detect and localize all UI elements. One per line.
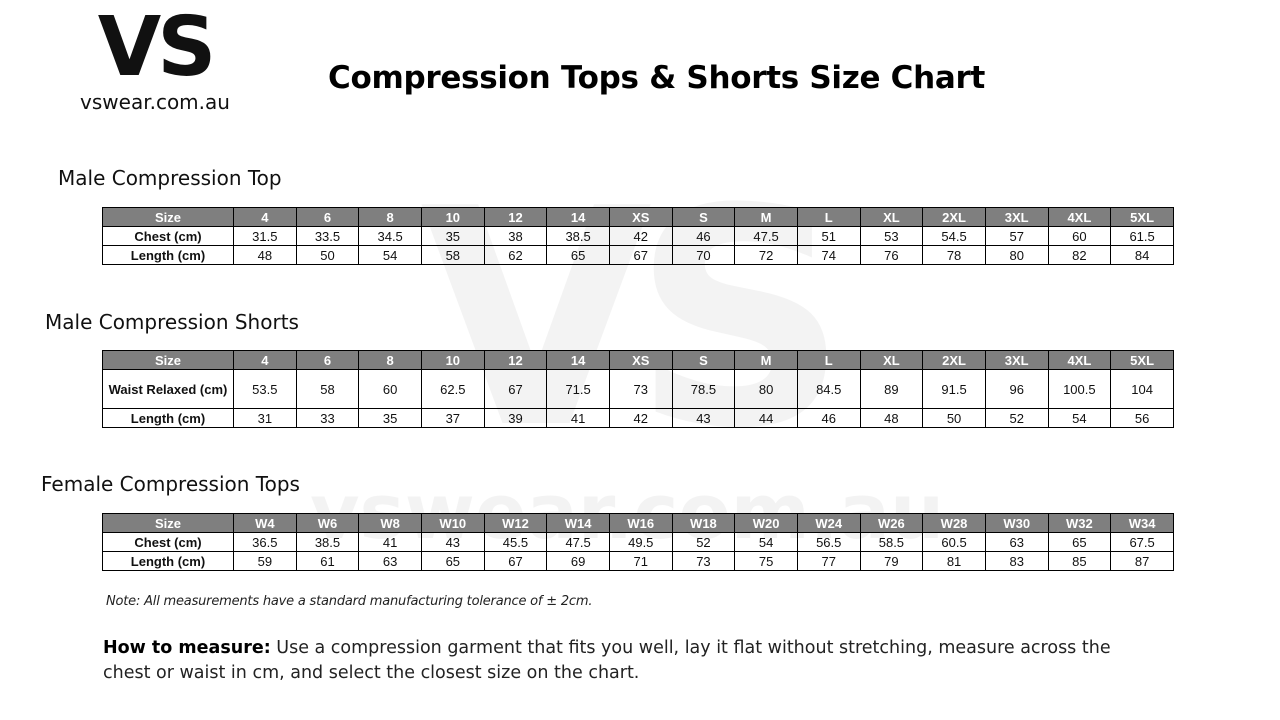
- table-header-cell: W16: [609, 514, 672, 533]
- table-header-cell: Size: [103, 514, 234, 533]
- row-label-cell: Chest (cm): [103, 227, 234, 246]
- table-cell: 44: [735, 409, 798, 428]
- table-row: [103, 246, 1174, 265]
- table-cell: 56: [1111, 409, 1174, 428]
- table-cell: 73: [672, 552, 735, 571]
- row-label-cell: Length (cm): [103, 552, 234, 571]
- table-header-cell: XS: [609, 351, 672, 370]
- table-header-cell: XL: [860, 351, 923, 370]
- table-header-cell: 8: [359, 351, 422, 370]
- table-cell: 43: [421, 533, 484, 552]
- table-header-cell: Size: [103, 208, 234, 227]
- table-cell: 41: [547, 409, 610, 428]
- row-label-cell: Length (cm): [103, 409, 234, 428]
- row-label-cell: Chest (cm): [103, 533, 234, 552]
- table-cell: 71.5: [547, 370, 610, 409]
- table-cell: 67.5: [1111, 533, 1174, 552]
- table-cell: 54: [735, 533, 798, 552]
- table-header-cell: 12: [484, 351, 547, 370]
- table-cell: 61.5: [1111, 227, 1174, 246]
- table-cell: 81: [923, 552, 986, 571]
- table-cell: 59: [234, 552, 297, 571]
- table-cell: 48: [860, 409, 923, 428]
- table-cell: 31.5: [234, 227, 297, 246]
- table-cell: 33: [296, 409, 359, 428]
- logo-url: vswear.com.au: [80, 90, 230, 114]
- table-cell: 31: [234, 409, 297, 428]
- table-cell: 50: [923, 409, 986, 428]
- table-header-cell: 3XL: [985, 208, 1048, 227]
- table-row: [103, 552, 1174, 571]
- table-cell: 38.5: [296, 533, 359, 552]
- table-header-cell: M: [735, 208, 798, 227]
- table-cell: 56.5: [797, 533, 860, 552]
- table-cell: 85: [1048, 552, 1111, 571]
- table-header-cell: 4XL: [1048, 351, 1111, 370]
- table-cell: 58: [296, 370, 359, 409]
- table-header-cell: W10: [421, 514, 484, 533]
- table-cell: 37: [421, 409, 484, 428]
- table-cell: 83: [985, 552, 1048, 571]
- table-header-cell: W14: [547, 514, 610, 533]
- table-cell: 52: [985, 409, 1048, 428]
- table-cell: 53: [860, 227, 923, 246]
- table-cell: 69: [547, 552, 610, 571]
- table-cell: 42: [609, 409, 672, 428]
- table-header-cell: L: [797, 208, 860, 227]
- table-cell: 65: [547, 246, 610, 265]
- table-header-cell: M: [735, 351, 798, 370]
- table-header-row: [103, 514, 1174, 533]
- table-cell: 50: [296, 246, 359, 265]
- table-cell: 84: [1111, 246, 1174, 265]
- table-header-cell: W30: [985, 514, 1048, 533]
- table-header-cell: S: [672, 351, 735, 370]
- table-cell: 67: [609, 246, 672, 265]
- table-cell: 39: [484, 409, 547, 428]
- row-label-cell: Length (cm): [103, 246, 234, 265]
- table-cell: 67: [484, 370, 547, 409]
- table-cell: 104: [1111, 370, 1174, 409]
- table-cell: 82: [1048, 246, 1111, 265]
- table-header-cell: W12: [484, 514, 547, 533]
- how-to-measure-label: How to measure:: [103, 638, 271, 658]
- table-header-row: [103, 208, 1174, 227]
- section-title-female-tops: Female Compression Tops: [41, 472, 300, 496]
- table-cell: 58: [421, 246, 484, 265]
- table-cell: 38.5: [547, 227, 610, 246]
- brand-logo: [70, 0, 240, 114]
- table-row: [103, 227, 1174, 246]
- table-cell: 91.5: [923, 370, 986, 409]
- table-cell: 60: [359, 370, 422, 409]
- table-cell: 80: [985, 246, 1048, 265]
- table-cell: 43: [672, 409, 735, 428]
- table-header-cell: L: [797, 351, 860, 370]
- table-cell: 65: [421, 552, 484, 571]
- table-header-cell: XS: [609, 208, 672, 227]
- table-cell: 72: [735, 246, 798, 265]
- male-shorts-size-table: [102, 350, 1174, 428]
- table-header-cell: 6: [296, 208, 359, 227]
- table-cell: 52: [672, 533, 735, 552]
- table-cell: 48: [234, 246, 297, 265]
- table-cell: 60.5: [923, 533, 986, 552]
- table-cell: 42: [609, 227, 672, 246]
- table-header-cell: W18: [672, 514, 735, 533]
- table-header-cell: 8: [359, 208, 422, 227]
- table-cell: 76: [860, 246, 923, 265]
- table-cell: 61: [296, 552, 359, 571]
- table-cell: 71: [609, 552, 672, 571]
- section-title-male-shorts: Male Compression Shorts: [45, 310, 299, 334]
- table-row: [103, 409, 1174, 428]
- table-cell: 62: [484, 246, 547, 265]
- table-cell: 78.5: [672, 370, 735, 409]
- row-label-cell: Waist Relaxed (cm): [103, 370, 234, 409]
- table-cell: 74: [797, 246, 860, 265]
- table-header-cell: W6: [296, 514, 359, 533]
- table-cell: 60: [1048, 227, 1111, 246]
- table-header-cell: Size: [103, 351, 234, 370]
- table-cell: 38: [484, 227, 547, 246]
- table-header-cell: 12: [484, 208, 547, 227]
- table-cell: 46: [797, 409, 860, 428]
- table-header-cell: W20: [735, 514, 798, 533]
- table-header-cell: S: [672, 208, 735, 227]
- table-header-cell: 5XL: [1111, 208, 1174, 227]
- table-cell: 96: [985, 370, 1048, 409]
- table-cell: 45.5: [484, 533, 547, 552]
- table-header-cell: 2XL: [923, 351, 986, 370]
- table-header-cell: 5XL: [1111, 351, 1174, 370]
- table-cell: 87: [1111, 552, 1174, 571]
- tolerance-note: Note: All measurements have a standard manufacturing tolerance of ± 2cm.: [106, 594, 593, 609]
- table-header-cell: W8: [359, 514, 422, 533]
- table-header-cell: 10: [421, 351, 484, 370]
- table-header-cell: 4: [234, 208, 297, 227]
- table-cell: 33.5: [296, 227, 359, 246]
- table-cell: 80: [735, 370, 798, 409]
- female-tops-size-table: [102, 513, 1174, 571]
- table-header-cell: W32: [1048, 514, 1111, 533]
- table-header-cell: 4XL: [1048, 208, 1111, 227]
- table-cell: 67: [484, 552, 547, 571]
- table-cell: 63: [359, 552, 422, 571]
- table-header-cell: W4: [234, 514, 297, 533]
- table-cell: 73: [609, 370, 672, 409]
- table-cell: 47.5: [547, 533, 610, 552]
- table-cell: 77: [797, 552, 860, 571]
- table-header-cell: W28: [923, 514, 986, 533]
- table-header-cell: 14: [547, 351, 610, 370]
- table-header-cell: W24: [797, 514, 860, 533]
- table-header-cell: 2XL: [923, 208, 986, 227]
- table-cell: 51: [797, 227, 860, 246]
- table-cell: 70: [672, 246, 735, 265]
- table-row: [103, 370, 1174, 409]
- table-cell: 35: [421, 227, 484, 246]
- table-cell: 75: [735, 552, 798, 571]
- table-cell: 53.5: [234, 370, 297, 409]
- table-header-cell: 6: [296, 351, 359, 370]
- table-cell: 89: [860, 370, 923, 409]
- how-to-measure-text: Use a compression garment that fits you well, lay it flat without stretching, measure across the chest or waist in cm, and select the closest size on the chart.: [103, 638, 1111, 683]
- table-cell: 47.5: [735, 227, 798, 246]
- table-header-cell: 3XL: [985, 351, 1048, 370]
- table-header-row: [103, 351, 1174, 370]
- table-cell: 54.5: [923, 227, 986, 246]
- table-cell: 54: [1048, 409, 1111, 428]
- table-cell: 34.5: [359, 227, 422, 246]
- table-cell: 36.5: [234, 533, 297, 552]
- section-title-male-top: Male Compression Top: [58, 166, 282, 190]
- table-header-cell: XL: [860, 208, 923, 227]
- table-cell: 49.5: [609, 533, 672, 552]
- table-cell: 100.5: [1048, 370, 1111, 409]
- table-cell: 84.5: [797, 370, 860, 409]
- table-cell: 46: [672, 227, 735, 246]
- table-cell: 54: [359, 246, 422, 265]
- table-cell: 35: [359, 409, 422, 428]
- table-cell: 63: [985, 533, 1048, 552]
- table-header-cell: 10: [421, 208, 484, 227]
- table-cell: 62.5: [421, 370, 484, 409]
- table-header-cell: 4: [234, 351, 297, 370]
- table-cell: 58.5: [860, 533, 923, 552]
- table-header-cell: W26: [860, 514, 923, 533]
- table-cell: 57: [985, 227, 1048, 246]
- table-cell: 78: [923, 246, 986, 265]
- logo-mark: VS: [97, 0, 213, 95]
- table-cell: 41: [359, 533, 422, 552]
- table-header-cell: 14: [547, 208, 610, 227]
- table-header-cell: W34: [1111, 514, 1174, 533]
- table-row: [103, 533, 1174, 552]
- table-cell: 79: [860, 552, 923, 571]
- how-to-measure: [103, 636, 1133, 686]
- male-top-size-table: [102, 207, 1174, 265]
- page-title: Compression Tops & Shorts Size Chart: [328, 60, 986, 96]
- table-cell: 65: [1048, 533, 1111, 552]
